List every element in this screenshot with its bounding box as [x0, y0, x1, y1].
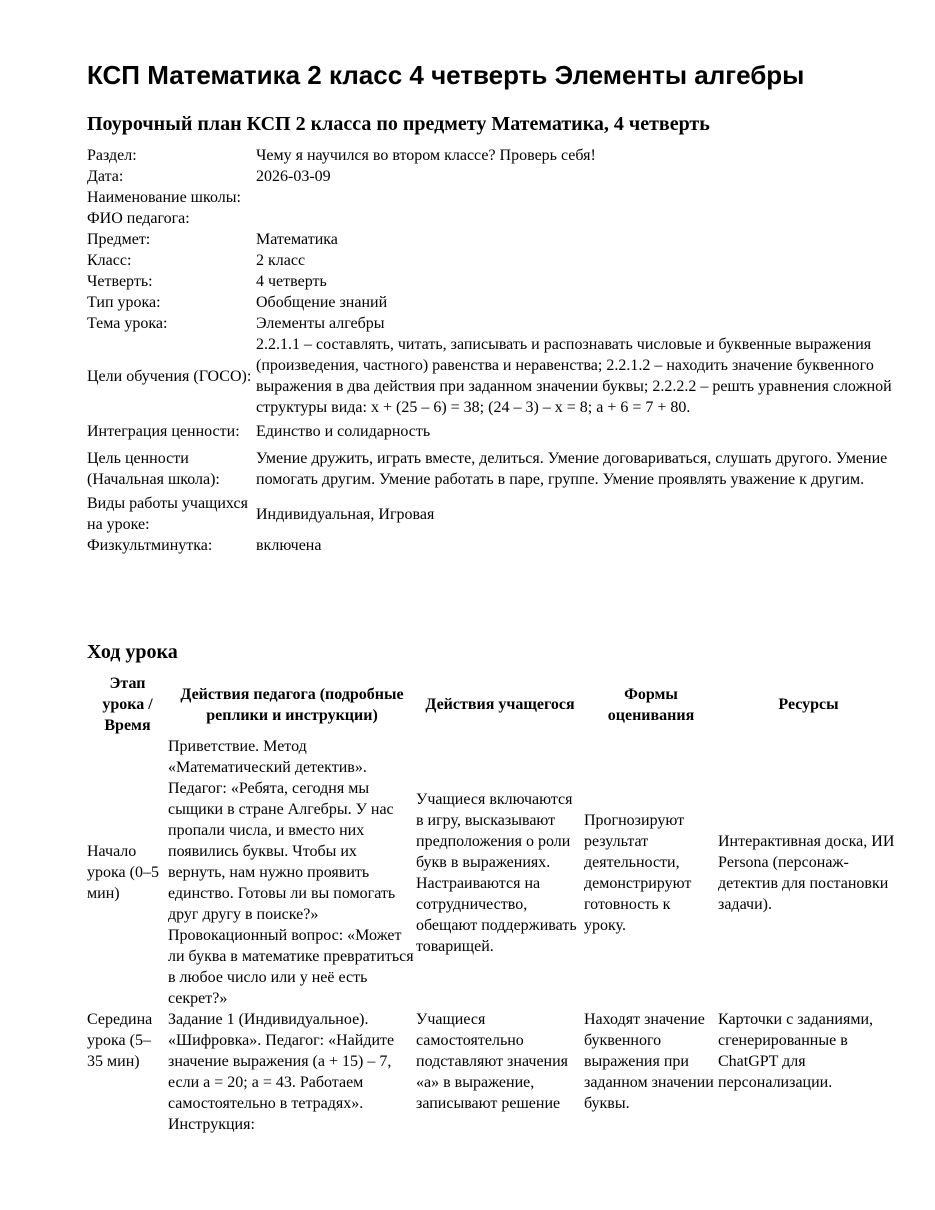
info-value: включена: [256, 537, 322, 554]
document-title: КСП Математика 2 класс 4 четверть Элементы алгебры: [87, 60, 805, 90]
info-value: 2.2.1.1 – составлять, читать, записывать и распознавать числовые и буквенные выражения (произведения, частного) равенства и неравенства; 2.2.1.2 – находить значение буквенного выражения в два действия при заданном значении буквы; 2.2.2.2 – решть уравнения сложной структуры вида: х + (25 – 6) = 38; (24 – 3) – х = 8; а + 6 = 7 + 80.: [256, 336, 892, 416]
info-value: Математика: [256, 231, 338, 248]
info-label: Цель ценности (Начальная школа):: [87, 450, 220, 488]
lesson-flow-table: [87, 673, 899, 1135]
info-row: [87, 229, 899, 250]
info-row: [87, 334, 899, 418]
info-label: Раздел:: [87, 147, 137, 164]
table-row: [87, 1009, 899, 1135]
info-label: Тип урока:: [87, 294, 161, 311]
info-row: [87, 187, 899, 208]
cell-teacher: Приветствие. Метод «Математический детектив». Педагог: «Ребята, сегодня мы сыщики в стране Алгебры. У нас пропали числа, и вместо них появились буквы. Чтобы их вернуть, нам нужно проявить единство. Готовы ли вы помогать друг другу в поиске?» Провокационный вопрос: «Может ли буква в математике превратиться в любое число или у неё есть секрет?»: [168, 738, 414, 1007]
info-value: 2026-03-09: [256, 168, 331, 185]
table-header-row: [87, 673, 899, 736]
info-label: Цели обучения (ГОСО):: [87, 367, 252, 385]
cell-assessment: Находят значение буквенного выражения при заданном значении буквы.: [584, 1011, 714, 1112]
cell-resources: Интерактивная доска, ИИ Persona (персонаж-детектив для постановки задачи).: [718, 832, 895, 913]
column-header-teacher: Действия педагога (подробные реплики и инструкции): [180, 685, 404, 724]
cell-teacher: Задание 1 (Индивидуальное). «Шифровка». Педагог: «Найдите значение выражения (а + 15) – 7, если а = 20; а = 43. Работаем самостоятельно в тетрадях». Инструкция:: [168, 1011, 395, 1133]
info-row: [87, 445, 899, 493]
info-row: [87, 313, 899, 334]
info-label: Виды работы учащихся на уроке:: [87, 495, 248, 533]
column-header-assessment: Формы оценивания: [607, 685, 695, 724]
info-value: Обобщение знаний: [256, 294, 388, 311]
info-label: Четверть:: [87, 273, 153, 290]
info-label: Дата:: [87, 168, 124, 185]
info-row: [87, 535, 899, 556]
info-label: Класс:: [87, 252, 132, 269]
info-value: [256, 187, 899, 208]
info-row: [87, 493, 899, 535]
info-row: [87, 166, 899, 187]
plan-subtitle: Поурочный план КСП 2 класса по предмету Математика, 4 четверть: [87, 113, 710, 135]
cell-student: Учащиеся включаются в игру, высказывают предположения о роли букв в выражениях. Настраиваются на сотрудничество, обещают поддерживать товарищей.: [416, 790, 577, 955]
info-row: [87, 292, 899, 313]
info-value: Индивидуальная, Игровая: [256, 505, 435, 523]
info-value: Умение дружить, играть вместе, делиться. Умение договариваться, слушать другого. Умение помогать другим. Умение работать в паре, группе. Умение проявлять уважение к другим.: [256, 450, 888, 488]
info-value: [256, 208, 899, 229]
lesson-flow-heading: Ход урока: [87, 641, 178, 663]
info-row: [87, 271, 899, 292]
cell-student: Учащиеся самостоятельно подставляют значения «а» в выражение, записывают решение: [416, 1011, 569, 1112]
cell-stage: Начало урока (0–5 мин): [87, 843, 159, 902]
info-label: Наименование школы:: [87, 189, 241, 206]
info-label: ФИО педагога:: [87, 210, 190, 227]
info-row: [87, 418, 899, 445]
cell-stage: Середина урока (5–35 мин): [87, 1011, 153, 1070]
column-header-resources: Ресурсы: [778, 696, 839, 713]
table-row: [87, 736, 899, 1009]
info-label: Предмет:: [87, 231, 151, 248]
info-value: Чему я научился во втором классе? Проверь себя!: [256, 147, 596, 164]
info-label: Физкультминутка:: [87, 537, 213, 554]
info-label: Тема урока:: [87, 315, 168, 332]
cell-resources: Карточки с заданиями, сгенерированные в ChatGPT для персонализации.: [718, 1011, 874, 1091]
column-header-stage: Этап урока / Время: [102, 675, 153, 734]
info-value: Единство и солидарность: [256, 423, 431, 440]
info-row: [87, 145, 899, 166]
cell-assessment: Прогнозируют результат деятельности, демонстрируют готовность к уроку.: [584, 811, 692, 934]
lesson-info-table: [87, 145, 899, 556]
info-row: [87, 208, 899, 229]
info-value: Элементы алгебры: [256, 315, 385, 332]
info-value: 4 четверть: [256, 273, 327, 290]
column-header-student: Действия учащегося: [425, 696, 575, 713]
info-value: 2 класс: [256, 252, 306, 269]
info-label: Интеграция ценности:: [87, 423, 240, 440]
info-row: [87, 250, 899, 271]
